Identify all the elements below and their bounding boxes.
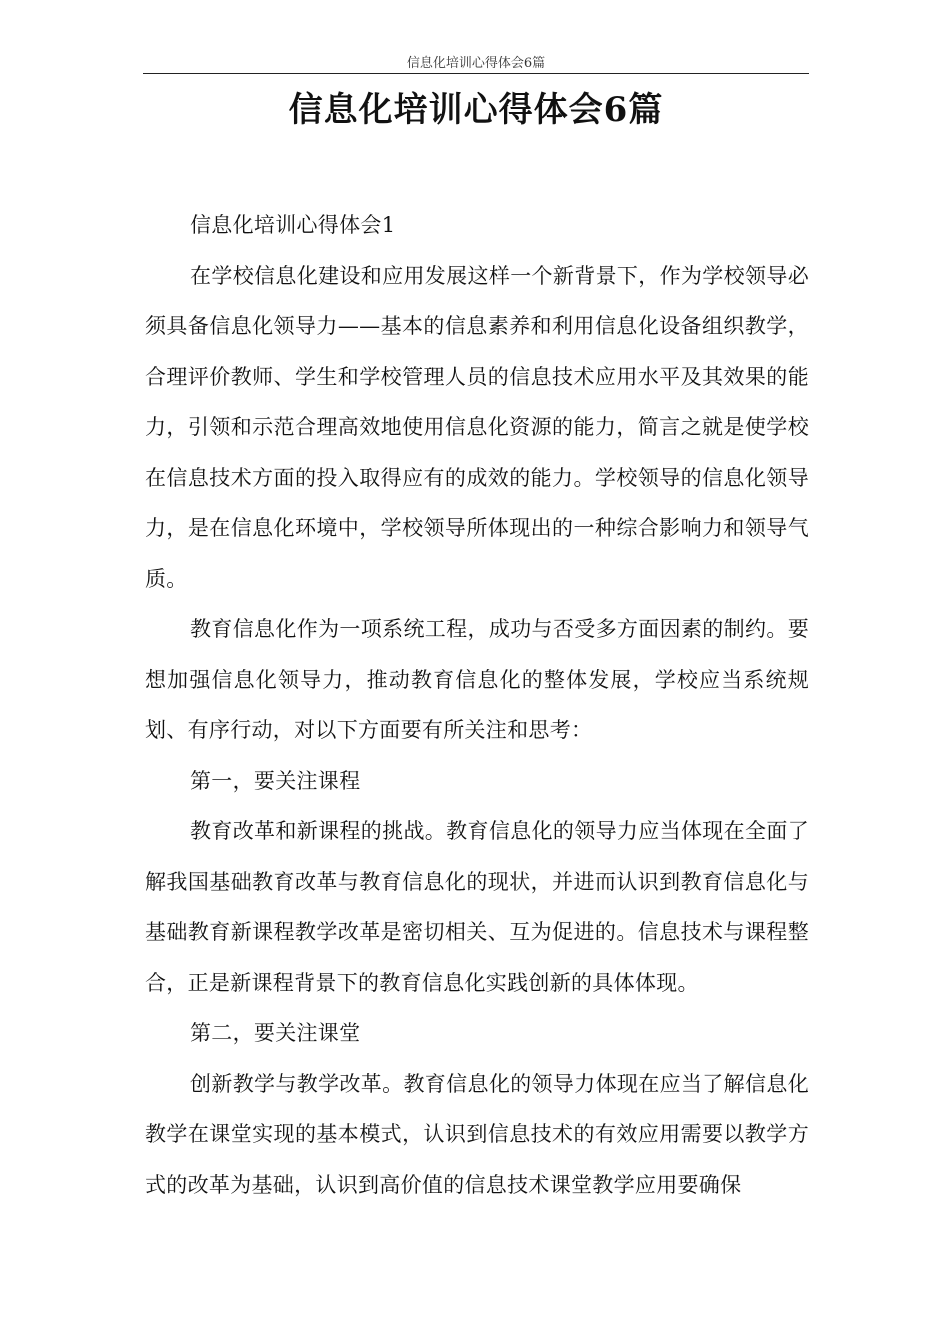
document-body — [145, 200, 809, 1210]
body-paragraph: 在学校信息化建设和应用发展这样一个新背景下，作为学校领导必须具备信息化领导力——基本的信息素养和利用信息化设备组织教学，合理评价教师、学生和学校管理人员的信息技术应用水平及其效果的能力，引领和示范合理高效地使用信息化资源的能力，简言之就是使学校在信息技术方面的投入取得应有的成效的能力。学校领导的信息化领导力，是在信息化环境中，学校领导所体现出的一种综合影响力和领导气质。 — [145, 263, 809, 591]
body-paragraph: 教育改革和新课程的挑战。教育信息化的领导力应当体现在全面了解我国基础教育改革与教育信息化的现状，并进而认识到教育信息化与基础教育新课程教学改革是密切相关、互为促进的。信息技术与课程整合，正是新课程背景下的教育信息化实践创新的具体体现。 — [145, 819, 809, 995]
body-paragraph: 创新教学与教学改革。教育信息化的领导力体现在应当了解信息化教学在课堂实现的基本模式，认识到信息技术的有效应用需要以教学方式的改革为基础，认识到高价值的信息技术课堂教学应用要确保 — [145, 1071, 809, 1197]
subheading-first: 第一，要关注课程 — [190, 768, 361, 793]
body-paragraph: 教育信息化作为一项系统工程，成功与否受多方面因素的制约。要想加强信息化领导力，推动教育信息化的整体发展，学校应当系统规划、有序行动，对以下方面要有所关注和思考： — [145, 617, 809, 742]
section-heading-1: 信息化培训心得体会1 — [190, 213, 396, 237]
document-title: 信息化培训心得体会6篇 — [288, 90, 664, 130]
running-header: 信息化培训心得体会6篇 — [143, 56, 809, 74]
subheading-second: 第二，要关注课堂 — [190, 1021, 361, 1045]
